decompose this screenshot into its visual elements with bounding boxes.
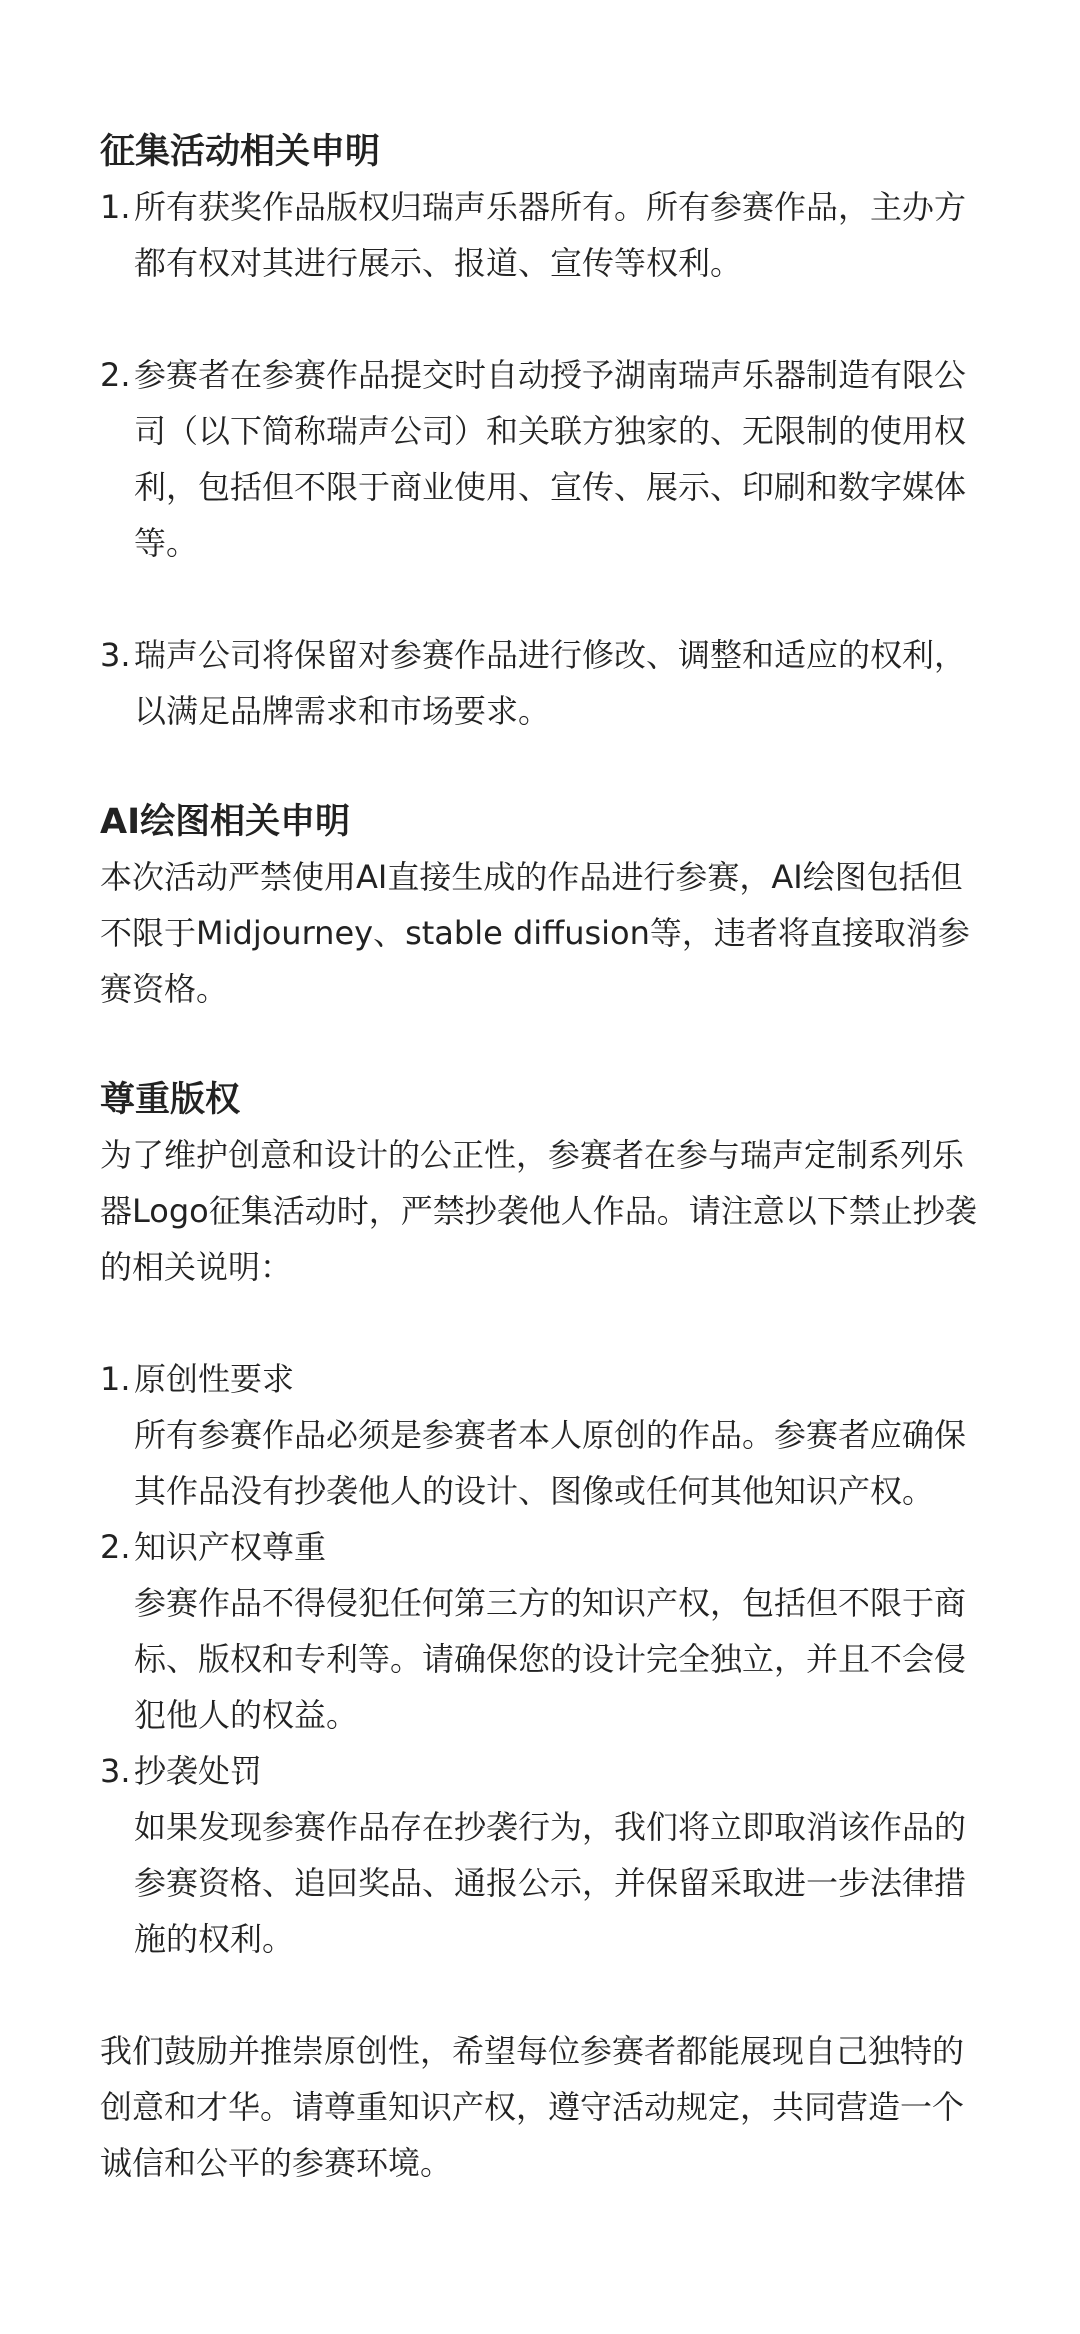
- closing-paragraph: 我们鼓励并推崇原创性，希望每位参赛者都能展现自己独特的创意和才华。请尊重知识产权，遵守活动规定，共同营造一个诚信和公平的参赛环境。: [100, 2032, 965, 2182]
- item-text: 所有获奖作品版权归瑞声乐器所有。所有参赛作品，主办方都有权对其进行展示、报道、宣传等权利。: [134, 188, 967, 282]
- list-item: [100, 179, 990, 291]
- list-item: [100, 347, 990, 571]
- item-number: 3.: [100, 636, 131, 674]
- list-item: [100, 1351, 990, 1519]
- item-text: 参赛作品不得侵犯任何第三方的知识产权，包括但不限于商标、版权和专利等。请确保您的设计完全独立，并且不会侵犯他人的权益。: [134, 1584, 967, 1734]
- list-item: [100, 1743, 990, 1967]
- section-heading-campaign-statement: 征集活动相关申明: [100, 132, 381, 172]
- item-text: 参赛者在参赛作品提交时自动授予湖南瑞声乐器制造有限公司（以下简称瑞声公司）和关联方独家的、无限制的使用权利，包括但不限于商业使用、宣传、展示、印刷和数字媒体等。: [134, 356, 967, 562]
- campaign-statement-list: [100, 179, 990, 739]
- item-number: 1.: [100, 1360, 131, 1398]
- item-number: 3.: [100, 1752, 131, 1790]
- section-heading-ai-statement: AI绘图相关申明: [100, 802, 351, 842]
- item-number: 1.: [100, 188, 131, 226]
- item-text: 如果发现参赛作品存在抄袭行为，我们将立即取消该作品的参赛资格、追回奖品、通报公示，并保留采取进一步法律措施的权利。: [134, 1808, 967, 1958]
- copyright-rules-list: [100, 1351, 990, 1967]
- item-text: 瑞声公司将保留对参赛作品进行修改、调整和适应的权利，以满足品牌需求和市场要求。: [134, 636, 967, 730]
- item-number: 2.: [100, 356, 131, 394]
- item-text: 所有参赛作品必须是参赛者本人原创的作品。参赛者应确保其作品没有抄袭他人的设计、图像或任何其他知识产权。: [134, 1416, 967, 1510]
- list-item: [100, 1519, 990, 1743]
- list-item: [100, 627, 990, 739]
- copyright-intro: 为了维护创意和设计的公正性，参赛者在参与瑞声定制系列乐器Logo征集活动时，严禁抄袭他人作品。请注意以下禁止抄袭的相关说明：: [100, 1136, 977, 1286]
- item-title: 知识产权尊重: [134, 1528, 327, 1566]
- ai-statement-body: 本次活动严禁使用AI直接生成的作品进行参赛，AI绘图包括但不限于Midjourney、stable diffusion等，违者将直接取消参赛资格。: [100, 858, 970, 1008]
- item-number: 2.: [100, 1528, 131, 1566]
- item-title: 抄袭处罚: [134, 1752, 263, 1790]
- section-heading-copyright: 尊重版权: [100, 1080, 241, 1120]
- document-content: [100, 125, 990, 2191]
- item-title: 原创性要求: [134, 1360, 295, 1398]
